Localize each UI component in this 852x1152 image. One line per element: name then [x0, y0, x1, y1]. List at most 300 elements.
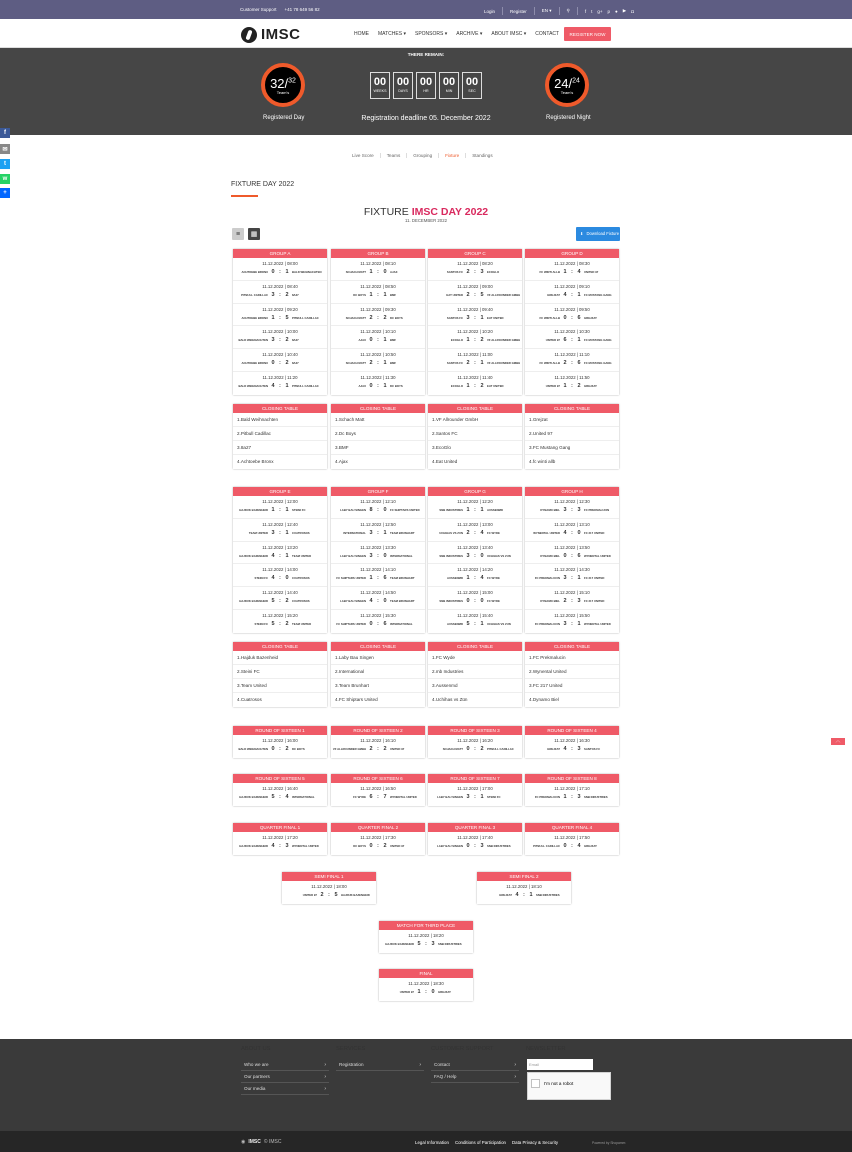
away-score: 2 [285, 337, 289, 344]
home-score: 2 [563, 598, 567, 605]
knockout-header: ROUND OF SIXTEEN 4 [525, 726, 619, 735]
knockout-header: ROUND OF SIXTEEN 7 [428, 774, 522, 783]
score-colon: : [474, 382, 476, 389]
knockout-card [233, 823, 327, 855]
match-time: 11.12.2022 | 12:20 [457, 499, 493, 504]
tab-teams[interactable]: Teams [381, 153, 408, 158]
match [233, 564, 327, 587]
countdown-2 [416, 72, 436, 99]
match [428, 735, 522, 758]
score-colon: : [279, 314, 281, 321]
away-team: VF ALLROUNDER GMBH [487, 361, 521, 366]
language-select[interactable]: EN ▾ [541, 8, 552, 13]
match-time: 11.12.2022 | 11:20 [262, 374, 298, 380]
tab-grouping[interactable]: Grouping [407, 153, 439, 158]
score-colon: : [474, 794, 476, 800]
away-score: 4 [480, 575, 484, 582]
score-colon: : [474, 620, 476, 627]
closing-table-row: 3.Team United [233, 679, 327, 693]
home-score: 0 [466, 843, 470, 849]
match [331, 258, 425, 281]
score-colon: : [377, 269, 379, 275]
match-time: 11.12.2022 | 13:00 [457, 521, 493, 527]
grid-view-icon[interactable]: ▦ [248, 228, 260, 240]
group-header: GROUP E [233, 487, 327, 496]
home-team: STEINI FC [254, 621, 268, 626]
menu-item-0[interactable]: HOME [354, 31, 369, 37]
closing-table-row: 2.International [331, 665, 425, 679]
closing-table-row: 4.Eat United [432, 459, 458, 464]
score-colon: : [279, 843, 281, 849]
googleplus-icon[interactable]: g+ [597, 8, 603, 14]
match [525, 326, 619, 349]
match-time: 11.12.2022 | 08:40 [262, 283, 298, 289]
menu-item-3[interactable]: ARCHIVE ▾ [456, 31, 483, 37]
match [233, 542, 327, 565]
match-row [233, 337, 327, 343]
closing-table-row: 1.FC Prekmalucin [525, 651, 619, 665]
register-now-button[interactable]: REGISTER NOW [564, 27, 611, 41]
home-score: 2 [369, 360, 373, 367]
match-time: 11.12.2022 | 09:00 [457, 283, 493, 289]
group-header: GROUP D [525, 249, 619, 258]
home-score: 2 [466, 529, 470, 536]
match-time: 11.12.2022 | 17:20 [262, 835, 298, 840]
countdown-unit: WEEKS [373, 89, 387, 93]
away-score: 1 [577, 291, 581, 298]
facebook-icon[interactable]: f [584, 8, 587, 14]
away-team: BMF [390, 338, 397, 343]
closing-table-row: 4.Achtoebe Bronx [237, 459, 274, 464]
away-score: 3 [431, 941, 435, 947]
share-email-icon[interactable]: ✉ [0, 144, 10, 154]
closing-table-row: 3.FC 217 United [525, 679, 619, 693]
away-score: 1 [480, 620, 484, 627]
closing-table-row: 2.mb Industries [428, 665, 522, 679]
home-score: 0 [563, 843, 567, 849]
home-team: UNITED 97 [545, 383, 560, 388]
home-team: HAJDUK BAZENHEID [239, 599, 268, 604]
away-score: 2 [285, 598, 289, 605]
score-colon: : [571, 314, 573, 321]
knockout-header: SEMI FINAL 1 [282, 872, 376, 881]
home-score: 3 [563, 575, 567, 582]
home-team: ECOGLO [450, 383, 463, 388]
closing-table-row: 4.FC Shiptars United [335, 697, 378, 702]
score-colon: : [377, 843, 379, 849]
login-link[interactable]: Login [484, 8, 496, 14]
home-team: SCHACH MATT [345, 315, 366, 320]
match-row [233, 575, 327, 581]
match-row [233, 269, 327, 275]
knockout-header: QUARTER FINAL 2 [331, 823, 425, 832]
countdown-1 [393, 72, 413, 99]
score-colon: : [425, 989, 427, 995]
away-score: 2 [383, 746, 387, 752]
home-team: BALD WEIHNACHTEN [238, 747, 268, 751]
match [525, 610, 619, 633]
closing-table [525, 404, 619, 469]
home-score: 3 [563, 620, 567, 627]
match-row [525, 621, 619, 627]
closing-table-row: 2.Steini FC [233, 665, 327, 679]
score-colon: : [571, 507, 573, 513]
away-team: EAT UNITED [487, 315, 504, 320]
match [233, 519, 327, 542]
tab-fixture[interactable]: Fixture [439, 153, 466, 158]
group-header: GROUP H [525, 487, 619, 496]
match-time: 11.12.2022 | 16:50 [360, 786, 396, 791]
match [428, 832, 522, 855]
match-row [525, 553, 619, 559]
registered-day-label: Registered Day [263, 115, 305, 121]
pinterest-icon[interactable]: p [607, 8, 611, 14]
countdown-unit: MIN [445, 89, 453, 93]
score-colon: : [279, 269, 281, 275]
score-colon: : [279, 746, 281, 752]
away-score: 4 [480, 529, 484, 536]
away-team: FC 217 UNITED [584, 530, 605, 535]
match-row [331, 507, 425, 513]
match-time: 11.12.2022 | 11:00 [457, 352, 493, 358]
match [331, 542, 425, 565]
match [525, 281, 619, 304]
match-row [477, 892, 571, 898]
match-time: 11.12.2022 | 11:40 [457, 374, 493, 380]
footer-about-heading: ABOUT US [241, 1046, 271, 1052]
youtube-icon[interactable]: ▶ [622, 8, 627, 13]
match-row [282, 892, 376, 898]
home-team: SANTOS FC [446, 270, 463, 274]
score-colon: : [571, 382, 573, 389]
menu-item-5[interactable]: CONTACT [535, 31, 560, 37]
site-logo[interactable] [241, 26, 301, 43]
match-row [331, 553, 425, 559]
home-score: 4 [515, 892, 519, 898]
home-score: 4 [271, 552, 275, 559]
share-more-icon[interactable]: + [0, 188, 10, 198]
away-score: 0 [383, 598, 387, 605]
closing-table-header: CLOSING TABLE [428, 404, 522, 413]
match [233, 372, 327, 395]
match-time: 11.12.2022 | 14:50 [360, 590, 396, 596]
match [233, 587, 327, 610]
away-score: 2 [285, 620, 289, 627]
knockout-card [331, 726, 425, 758]
home-team: STEINI FC [254, 576, 268, 581]
legal-link-0[interactable]: Legal Information [415, 1140, 449, 1145]
footer-link-label: Contact [434, 1062, 450, 1067]
scroll-top-icon[interactable]: ︿ [831, 738, 845, 745]
match [233, 349, 327, 372]
home-team: DYNAMO BIEL [540, 599, 560, 604]
home-score: 0 [563, 552, 567, 559]
match-time: 11.12.2022 | 14:40 [262, 590, 298, 596]
footer-support [431, 1046, 519, 1083]
score-colon: : [377, 529, 379, 536]
download-fixture-button[interactable] [576, 227, 620, 241]
match [525, 587, 619, 610]
legal-link-1[interactable]: Conditions of Participation [454, 1140, 506, 1145]
match-time: 11.12.2022 | 18:30 [408, 981, 444, 986]
chevron-right-icon: › [324, 1074, 326, 1080]
footer-about [241, 1046, 329, 1095]
match [331, 372, 425, 395]
home-score: 1 [466, 337, 470, 344]
menu-item-2[interactable]: SPONSORS ▾ [414, 31, 448, 37]
knockout-header: SEMI FINAL 2 [477, 872, 571, 881]
chevron-right-icon: › [514, 1062, 516, 1068]
closing-table-row: 1.Laby Bau Singen [331, 651, 425, 665]
match-row [428, 746, 522, 752]
group-card [428, 487, 522, 633]
home-score: 0 [271, 269, 275, 275]
away-team: INTERNATIONAL [390, 553, 413, 558]
away-team: DC BOYS [390, 315, 403, 320]
section-underline [231, 195, 258, 197]
match [331, 783, 425, 806]
closing-table [525, 642, 619, 707]
footer-link[interactable] [241, 1083, 329, 1095]
match-row [233, 360, 327, 366]
away-team: FC WYDE [487, 530, 500, 535]
score-colon: : [377, 382, 379, 389]
home-score: 3 [466, 794, 470, 800]
closing-table-row: 2.Pitbull Cadillac [233, 427, 327, 441]
flickr-icon[interactable]: ● [615, 8, 618, 14]
closing-table [233, 404, 327, 469]
away-score: 1 [285, 552, 289, 559]
share-twitter-icon[interactable]: t [0, 159, 10, 169]
match [379, 930, 473, 953]
closing-table-row: 2.United 97 [525, 427, 619, 441]
home-score: 3 [466, 552, 470, 559]
footer-link[interactable] [431, 1071, 519, 1083]
closing-table-header: CLOSING TABLE [331, 642, 425, 651]
knockout-header: ROUND OF SIXTEEN 5 [233, 774, 327, 783]
menu-item-1[interactable]: MATCHES ▾ [378, 31, 406, 37]
away-team: TEAM UNITED [292, 621, 312, 626]
tab-standings[interactable]: Standings [472, 153, 493, 158]
match-row [331, 794, 425, 800]
away-score: 3 [480, 269, 484, 275]
away-team: UNITED 97 [390, 747, 405, 751]
score-colon: : [279, 620, 281, 627]
closing-table-header: CLOSING TABLE [331, 404, 425, 413]
knockout-header: FINAL [379, 969, 473, 978]
match-row [233, 383, 327, 389]
match-time: 11.12.2022 | 09:50 [554, 306, 590, 312]
away-team: CUATROSOS [292, 576, 310, 581]
match-time: 11.12.2022 | 14:00 [262, 567, 298, 573]
share-whatsapp-icon[interactable]: w [0, 174, 10, 184]
match-row [428, 337, 522, 343]
home-team: AJAX [358, 338, 366, 343]
match [379, 978, 473, 1001]
match-row [525, 360, 619, 366]
score-colon: : [279, 529, 281, 536]
away-team: GREJZAT [584, 383, 597, 388]
match-time: 11.12.2022 | 15:10 [554, 590, 590, 596]
home-score: 2 [369, 746, 373, 752]
fixture-heading-b: IMSC DAY 2022 [411, 206, 489, 218]
home-score: 0 [466, 746, 470, 752]
home-team: LABY BAU SINGEN [340, 508, 366, 512]
match-row [331, 337, 425, 343]
away-team: SNB INDUSTRIES [487, 844, 511, 848]
support-label: Customer Support [240, 7, 277, 12]
score-colon: : [474, 552, 476, 559]
away-score: 6 [577, 552, 581, 559]
away-team: INTERNATIONAL [390, 621, 413, 626]
countdown-value: 00 [373, 76, 387, 88]
score-colon: : [571, 337, 573, 344]
match-time: 11.12.2022 | 09:10 [554, 283, 590, 289]
day-teams-count: 32/ [270, 75, 289, 91]
twitter-icon[interactable]: t [591, 8, 593, 14]
match-time: 11.12.2022 | 12:10 [360, 499, 396, 504]
home-team: FC SHIPTARS UNITED [336, 576, 366, 581]
away-score: 4 [577, 843, 581, 849]
recaptcha [527, 1072, 611, 1100]
countdown-value: 00 [442, 76, 456, 88]
countdown-unit: HR [423, 89, 429, 93]
share-facebook-icon[interactable]: f [0, 128, 10, 138]
match-row [428, 360, 522, 366]
home-team: DC BOYS [353, 292, 366, 297]
home-team: LABY BAU SINGEN [437, 795, 463, 799]
group-card [428, 249, 522, 395]
away-score: 4 [577, 269, 581, 275]
home-score: 3 [369, 529, 373, 536]
home-score: 5 [271, 598, 275, 605]
match [477, 881, 571, 904]
home-team: HAJDUK BAZENHEID [239, 844, 268, 848]
match-row [525, 292, 619, 298]
away-team: STEINI FC [487, 795, 501, 799]
away-score: 6 [383, 620, 387, 627]
match-row [428, 530, 522, 536]
footer-brand: IMSC [248, 1139, 261, 1145]
home-team: LABY BAU SINGEN [437, 844, 463, 848]
home-score: 6 [563, 337, 567, 344]
home-score: 2 [369, 314, 373, 321]
match [233, 496, 327, 519]
away-team: SNB INDUSTRIES [438, 942, 462, 946]
away-score: 3 [577, 746, 581, 752]
match-time: 11.12.2022 | 08:30 [554, 261, 590, 266]
footer-link[interactable] [241, 1059, 329, 1071]
score-colon: : [279, 575, 281, 582]
match-time: 11.12.2022 | 15:40 [457, 612, 493, 618]
footer-link[interactable] [336, 1059, 424, 1071]
register-link[interactable]: Register [510, 8, 527, 14]
away-team: BMF [390, 292, 397, 297]
tab-live-score[interactable]: Live Score [346, 153, 381, 158]
home-score: 1 [271, 314, 275, 321]
closing-table-header: CLOSING TABLE [428, 642, 522, 651]
home-team: PITBULL CADILLAC [241, 292, 268, 297]
home-team: AUSSENMD [446, 621, 463, 626]
match [331, 587, 425, 610]
home-team: TEAM UNITED [248, 530, 268, 535]
home-score: 0 [563, 314, 567, 321]
newsletter-email-input[interactable]: Email [527, 1059, 593, 1070]
match-time: 11.12.2022 | 13:40 [457, 544, 493, 550]
support-phone[interactable]: +41 78 649 56 82 [284, 7, 320, 12]
match-time: 11.12.2022 | 10:40 [262, 352, 298, 358]
closing-table-row: 3.EcoGlo [428, 441, 522, 455]
home-score: 2 [320, 892, 324, 898]
list-view-icon[interactable]: ≡ [232, 228, 244, 240]
away-team: EAT UNITED [487, 383, 504, 388]
away-score: 1 [285, 507, 289, 513]
away-team: GREJZAT [438, 990, 451, 994]
match [428, 372, 522, 395]
knockout-card [477, 872, 571, 904]
away-team: CUATROSOS [292, 599, 310, 604]
away-score: 0 [285, 575, 289, 582]
match-row [331, 575, 425, 581]
instagram-icon[interactable]: ◘ [631, 8, 634, 14]
footer-link-label: Our media [244, 1086, 266, 1091]
match-row [379, 941, 473, 947]
recaptcha-checkbox[interactable] [531, 1079, 540, 1088]
knockout-header: ROUND OF SIXTEEN 8 [525, 774, 619, 783]
match-row [331, 383, 425, 389]
closing-table-header: CLOSING TABLE [525, 642, 619, 651]
match [233, 326, 327, 349]
match-row [428, 843, 522, 849]
away-score: 1 [383, 529, 387, 536]
recaptcha-label: I'm not a robot [544, 1081, 574, 1086]
score-colon: : [474, 746, 476, 752]
home-team: SCHACH MATT [442, 747, 463, 751]
score-colon: : [474, 507, 476, 513]
menu-item-4[interactable]: ABOUT IMSC ▾ [491, 31, 527, 37]
match-row [233, 530, 327, 536]
knockout-card [233, 726, 327, 758]
match-row [428, 575, 522, 581]
fixture-tabs [346, 153, 499, 158]
score-colon: : [571, 843, 573, 849]
match [331, 496, 425, 519]
away-team: PITBULL CADILLAC [292, 383, 319, 388]
away-team: FC MUSTANG GANG [584, 338, 612, 343]
group-header: GROUP A [233, 249, 327, 258]
score-colon: : [279, 291, 281, 298]
match [233, 281, 327, 304]
home-team: FC WINTI ALLB [539, 361, 560, 366]
footer-link[interactable] [431, 1059, 519, 1071]
footer-link[interactable] [241, 1071, 329, 1083]
match [331, 832, 425, 855]
away-score: 1 [285, 269, 289, 275]
match [525, 542, 619, 565]
home-score: 4 [563, 291, 567, 298]
away-team: STEINI FC [292, 508, 306, 512]
away-score: 1 [529, 892, 533, 898]
home-team: HAJDUK BAZENHEID [239, 795, 268, 799]
closing-table-row: 1.Schach Matt [331, 413, 425, 427]
home-score: 2 [563, 360, 567, 367]
away-team: SNB INDUSTRIES [584, 795, 608, 799]
match [331, 326, 425, 349]
chevron-right-icon: › [324, 1086, 326, 1092]
search-icon[interactable]: ⚲ [566, 8, 570, 13]
home-team: SNB INDUSTRIES [439, 508, 463, 512]
legal-link-2[interactable]: Data Privacy & Security [511, 1140, 559, 1145]
